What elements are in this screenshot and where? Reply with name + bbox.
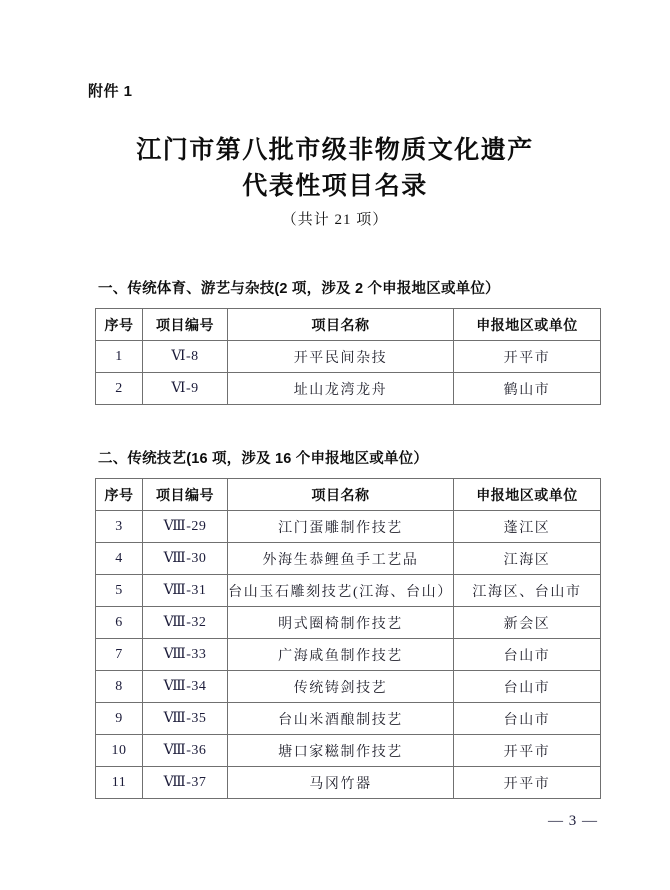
project-table-1 [95,308,601,405]
column-header-code: 项目编号 [143,479,228,511]
cell-code: Ⅵ-8 [143,341,228,373]
cell-name: 台山米酒酿制技艺 [228,703,454,735]
cell-seq: 11 [96,767,143,799]
cell-unit: 台山市 [454,671,601,703]
cell-code: Ⅷ-35 [143,703,228,735]
cell-name: 塘口家糍制作技艺 [228,735,454,767]
cell-code: Ⅷ-29 [143,511,228,543]
cell-seq: 9 [96,703,143,735]
page-title-line-2: 代表性项目名录 [242,173,428,200]
table-row [96,703,601,735]
cell-seq: 6 [96,607,143,639]
cell-unit: 江海区 [454,543,601,575]
table-row [96,735,601,767]
cell-code: Ⅵ-9 [143,373,228,405]
cell-name: 台山玉石雕刻技艺(江海、台山） [228,575,454,607]
table-header-row [96,479,601,511]
cell-seq: 3 [96,511,143,543]
table-row [96,575,601,607]
page-title [0,133,670,205]
cell-code: Ⅷ-32 [143,607,228,639]
cell-seq: 10 [96,735,143,767]
cell-name: 开平民间杂技 [228,341,454,373]
attachment-label: 附件 1 [88,83,133,100]
column-header-seq: 序号 [96,309,143,341]
page-number: — 3 — [548,813,598,829]
cell-seq: 8 [96,671,143,703]
cell-code: Ⅷ-31 [143,575,228,607]
cell-seq: 7 [96,639,143,671]
cell-code: Ⅷ-37 [143,767,228,799]
cell-name: 广海咸鱼制作技艺 [228,639,454,671]
table-row [96,543,601,575]
table-header-row [96,309,601,341]
column-header-code: 项目编号 [143,309,228,341]
column-header-unit: 申报地区或单位 [454,309,601,341]
cell-name: 址山龙湾龙舟 [228,373,454,405]
column-header-unit: 申报地区或单位 [454,479,601,511]
cell-unit: 蓬江区 [454,511,601,543]
cell-name: 马冈竹器 [228,767,454,799]
cell-unit: 开平市 [454,341,601,373]
cell-name: 江门蛋雕制作技艺 [228,511,454,543]
cell-unit: 鹤山市 [454,373,601,405]
cell-unit: 开平市 [454,735,601,767]
cell-unit: 台山市 [454,639,601,671]
cell-seq: 2 [96,373,143,405]
table-row [96,671,601,703]
section-heading-2: 二、传统技艺(16 项，涉及 16 个申报地区或单位） [98,451,429,467]
column-header-seq: 序号 [96,479,143,511]
cell-unit: 江海区、台山市 [454,575,601,607]
cell-seq: 4 [96,543,143,575]
cell-seq: 1 [96,341,143,373]
table-row [96,511,601,543]
cell-seq: 5 [96,575,143,607]
cell-unit: 开平市 [454,767,601,799]
cell-code: Ⅷ-36 [143,735,228,767]
section-heading-1: 一、传统体育、游艺与杂技(2 项，涉及 2 个申报地区或单位） [98,281,500,297]
column-header-name: 项目名称 [228,309,454,341]
table-row [96,639,601,671]
cell-name: 外海生恭鲤鱼手工艺品 [228,543,454,575]
cell-name: 传统铸剑技艺 [228,671,454,703]
cell-code: Ⅷ-33 [143,639,228,671]
table-row [96,767,601,799]
column-header-name: 项目名称 [228,479,454,511]
cell-code: Ⅷ-30 [143,543,228,575]
cell-code: Ⅷ-34 [143,671,228,703]
page-subtitle: （共计 21 项） [281,212,389,228]
table-row [96,607,601,639]
table-row [96,373,601,405]
table-row [96,341,601,373]
cell-name: 明式圈椅制作技艺 [228,607,454,639]
page-title-line-1: 江门市第八批市级非物质文化遗产 [136,137,534,164]
project-table-2 [95,478,601,799]
cell-unit: 新会区 [454,607,601,639]
cell-unit: 台山市 [454,703,601,735]
